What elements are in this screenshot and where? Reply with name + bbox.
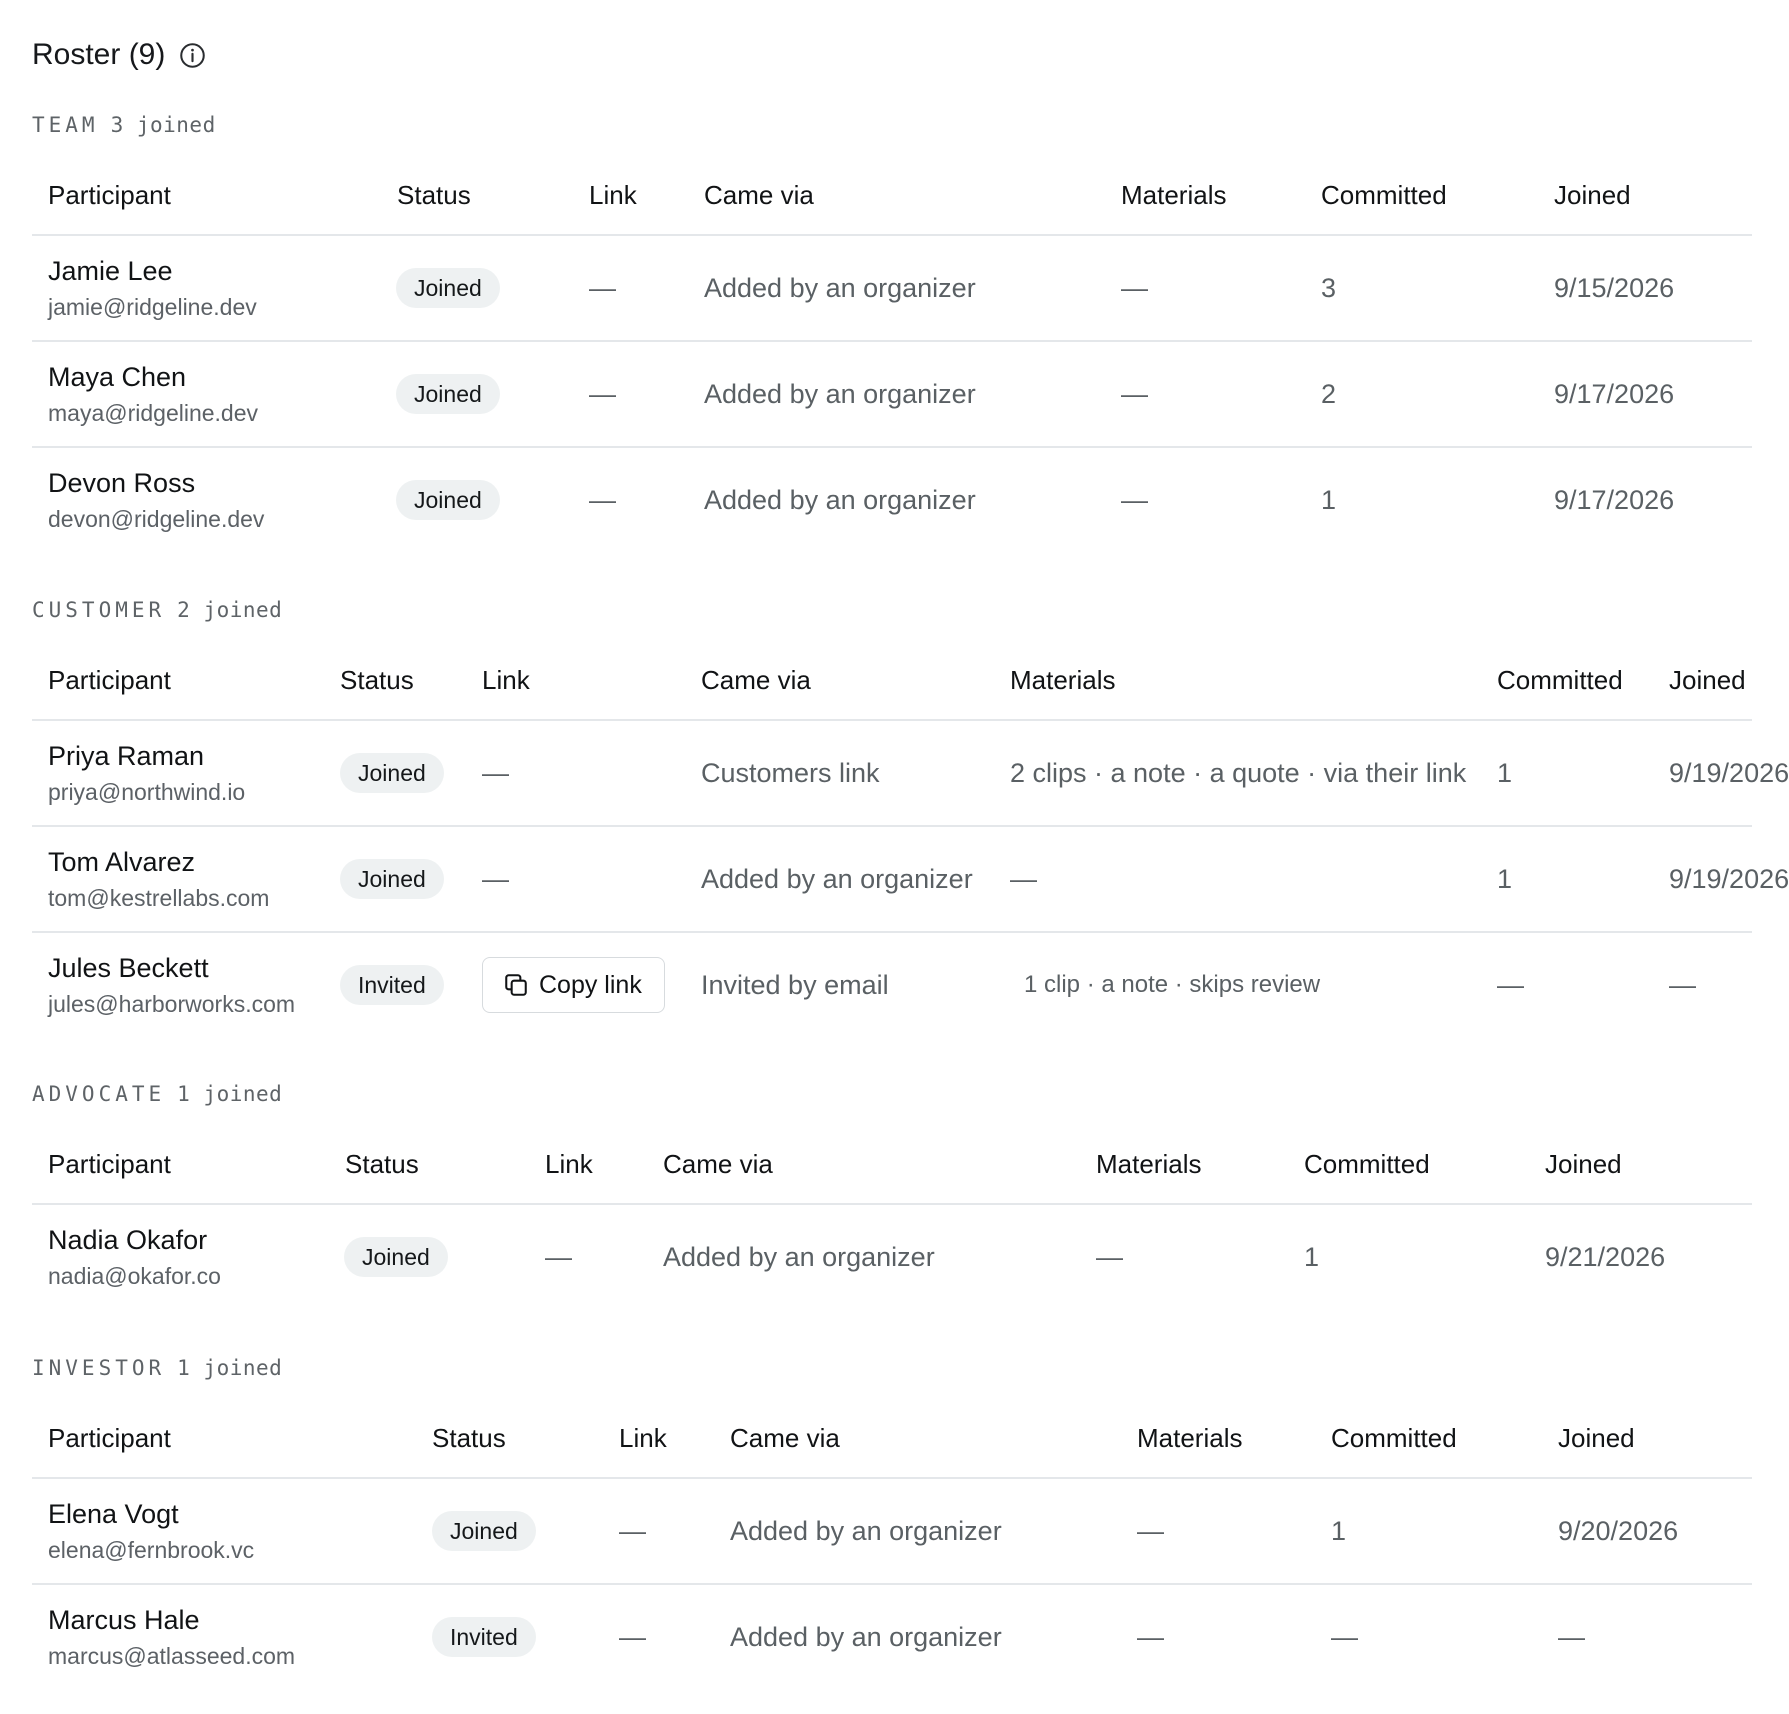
materials-cell: — [1096,1241,1123,1272]
link-cell: — [589,378,616,409]
committed-cell: 2 [1321,378,1337,409]
link-cell: — [619,1515,646,1546]
materials-cell: — [1121,272,1148,303]
column-header-link: Link [482,665,530,695]
participant-name: Maya Chen [48,362,187,392]
came-via-cell: Added by an organizer [663,1241,935,1272]
materials-cell: — [1121,378,1148,409]
status-badge: Invited [432,1617,536,1657]
status-badge: Invited [340,965,444,1005]
status-cell [432,1585,536,1689]
section-count: 3 joined [110,113,216,137]
participant-cell [48,933,295,1037]
status-badge: Joined [432,1511,536,1551]
roster-table [32,1399,1752,1691]
table-row [32,721,1789,827]
participant-cell [48,721,245,825]
participant-cell [48,448,264,552]
participant-email: jamie@ridgeline.dev [48,294,257,320]
column-header-materials: Materials [1096,1149,1202,1179]
came-via-cell: Added by an organizer [704,272,976,303]
status-badge: Joined [396,268,500,308]
participant-email: tom@kestrellabs.com [48,885,270,911]
participant-cell [48,1205,221,1309]
joined-cell: 9/17/2026 [1554,378,1675,409]
copy-link-button[interactable] [482,957,665,1013]
materials-cell: — [1137,1515,1164,1546]
column-header-committed: Committed [1304,1149,1430,1179]
committed-cell: — [1497,969,1524,1000]
came-via-cell: Invited by email [701,969,889,1000]
table-row [32,1205,1752,1311]
section-investor [32,1353,1752,1691]
link-cell: — [589,484,616,515]
participant-email: priya@northwind.io [48,779,246,805]
came-via-cell: Added by an organizer [704,378,976,409]
joined-cell: 9/17/2026 [1554,484,1675,515]
copy-icon [503,972,529,998]
status-cell [396,448,500,552]
joined-cell: 9/19/2026 [1669,757,1789,788]
table-header [32,641,1752,721]
column-header-committed: Committed [1331,1423,1457,1453]
section-label [32,110,1752,140]
came-via-cell: Added by an organizer [704,484,976,515]
committed-cell: 1 [1321,484,1337,515]
section-customer [32,595,1789,1039]
section-count: 1 joined [177,1356,283,1380]
section-category: ADVOCATE [32,1082,166,1106]
participant-name: Priya Raman [48,741,205,771]
column-header-status: Status [340,665,414,695]
participant-email: elena@fernbrook.vc [48,1537,255,1563]
came-via-cell: Added by an organizer [730,1515,1002,1546]
came-via-cell: Customers link [701,757,880,788]
column-header-came-via: Came via [704,180,814,210]
joined-cell: 9/15/2026 [1554,272,1675,303]
section-count: 2 joined [177,598,283,622]
copy-link-label: Copy link [539,970,642,999]
participant-name: Elena Vogt [48,1499,179,1529]
committed-cell: — [1331,1621,1358,1652]
status-cell [432,1479,536,1583]
section-category: CUSTOMER [32,598,166,622]
info-icon[interactable] [179,42,206,69]
column-header-status: Status [345,1149,419,1179]
joined-cell: 9/21/2026 [1545,1241,1666,1272]
column-header-came-via: Came via [663,1149,773,1179]
status-cell [344,1205,448,1309]
column-header-came-via: Came via [730,1423,840,1453]
status-cell [396,236,500,340]
materials-cell: 2 clips · a note · a quote · via their link [1010,757,1467,788]
joined-cell: 9/20/2026 [1558,1515,1679,1546]
table-header [32,156,1752,236]
link-cell [482,933,665,1037]
table-row [32,1585,1752,1691]
column-header-materials: Materials [1121,180,1227,210]
page-title: Roster (9) [32,38,166,71]
table-row [32,448,1752,554]
section-count: 1 joined [177,1082,283,1106]
participant-email: maya@ridgeline.dev [48,400,259,426]
table-header [32,1125,1752,1205]
status-cell [340,721,444,825]
column-header-joined: Joined [1545,1149,1622,1179]
roster-table [32,156,1752,554]
materials-cell: 1 clip · a note · skips review [1024,971,1321,998]
participant-cell [48,827,269,931]
column-header-joined: Joined [1554,180,1631,210]
participant-cell [48,1585,295,1689]
materials-cell: — [1137,1621,1164,1652]
column-header-joined: Joined [1558,1423,1635,1453]
status-badge: Joined [340,753,444,793]
joined-cell: — [1558,1621,1585,1652]
participant-cell [48,1479,254,1583]
participant-name: Jules Beckett [48,953,209,983]
joined-cell: 9/19/2026 [1669,863,1789,894]
column-header-participant: Participant [48,1149,171,1179]
section-label [32,595,1752,625]
column-header-materials: Materials [1137,1423,1243,1453]
participant-cell [48,342,258,446]
column-header-participant: Participant [48,1423,171,1453]
participant-name: Marcus Hale [48,1605,200,1635]
participant-email: nadia@okafor.co [48,1263,221,1289]
column-header-link: Link [589,180,637,210]
participant-name: Nadia Okafor [48,1225,208,1255]
participant-name: Tom Alvarez [48,847,196,877]
table-row [32,827,1789,933]
participant-email: jules@harborworks.com [48,991,296,1017]
link-cell: — [482,757,509,788]
joined-cell: — [1669,969,1696,1000]
materials-cell: — [1010,863,1037,894]
came-via-cell: Added by an organizer [701,863,973,894]
section-category: INVESTOR [32,1356,166,1380]
table-row [32,236,1752,342]
table-row [32,1479,1752,1585]
status-cell [340,827,444,931]
committed-cell: 1 [1304,1241,1320,1272]
participant-name: Devon Ross [48,468,196,498]
column-header-came-via: Came via [701,665,811,695]
roster-table [32,641,1789,1039]
committed-cell: 3 [1321,272,1337,303]
came-via-cell: Added by an organizer [730,1621,1002,1652]
column-header-joined: Joined [1669,665,1746,695]
column-header-committed: Committed [1497,665,1623,695]
status-cell [340,933,444,1037]
status-cell [396,342,500,446]
column-header-participant: Participant [48,180,171,210]
roster-table [32,1125,1752,1311]
committed-cell: 1 [1497,757,1513,788]
link-cell: — [482,863,509,894]
section-label [32,1353,1752,1383]
table-row [32,933,1752,1039]
column-header-committed: Committed [1321,180,1447,210]
column-header-status: Status [397,180,471,210]
table-row [32,342,1752,448]
roster-header [32,34,206,76]
link-cell: — [619,1621,646,1652]
link-cell: — [545,1241,572,1272]
section-category: TEAM [32,113,99,137]
participant-name: Jamie Lee [48,256,173,286]
column-header-materials: Materials [1010,665,1116,695]
section-label [32,1079,1752,1109]
status-badge: Joined [340,859,444,899]
column-header-participant: Participant [48,665,171,695]
column-header-link: Link [619,1423,667,1453]
committed-cell: 1 [1331,1515,1347,1546]
section-advocate [32,1079,1752,1311]
section-team [32,110,1752,554]
materials-cell: — [1121,484,1148,515]
status-badge: Joined [344,1237,448,1277]
link-cell: — [589,272,616,303]
column-header-status: Status [432,1423,506,1453]
column-header-link: Link [545,1149,593,1179]
participant-cell [48,236,257,340]
participant-email: devon@ridgeline.dev [48,506,265,532]
status-badge: Joined [396,374,500,414]
table-header [32,1399,1752,1479]
participant-email: marcus@atlasseed.com [48,1643,296,1669]
committed-cell: 1 [1497,863,1513,894]
status-badge: Joined [396,480,500,520]
